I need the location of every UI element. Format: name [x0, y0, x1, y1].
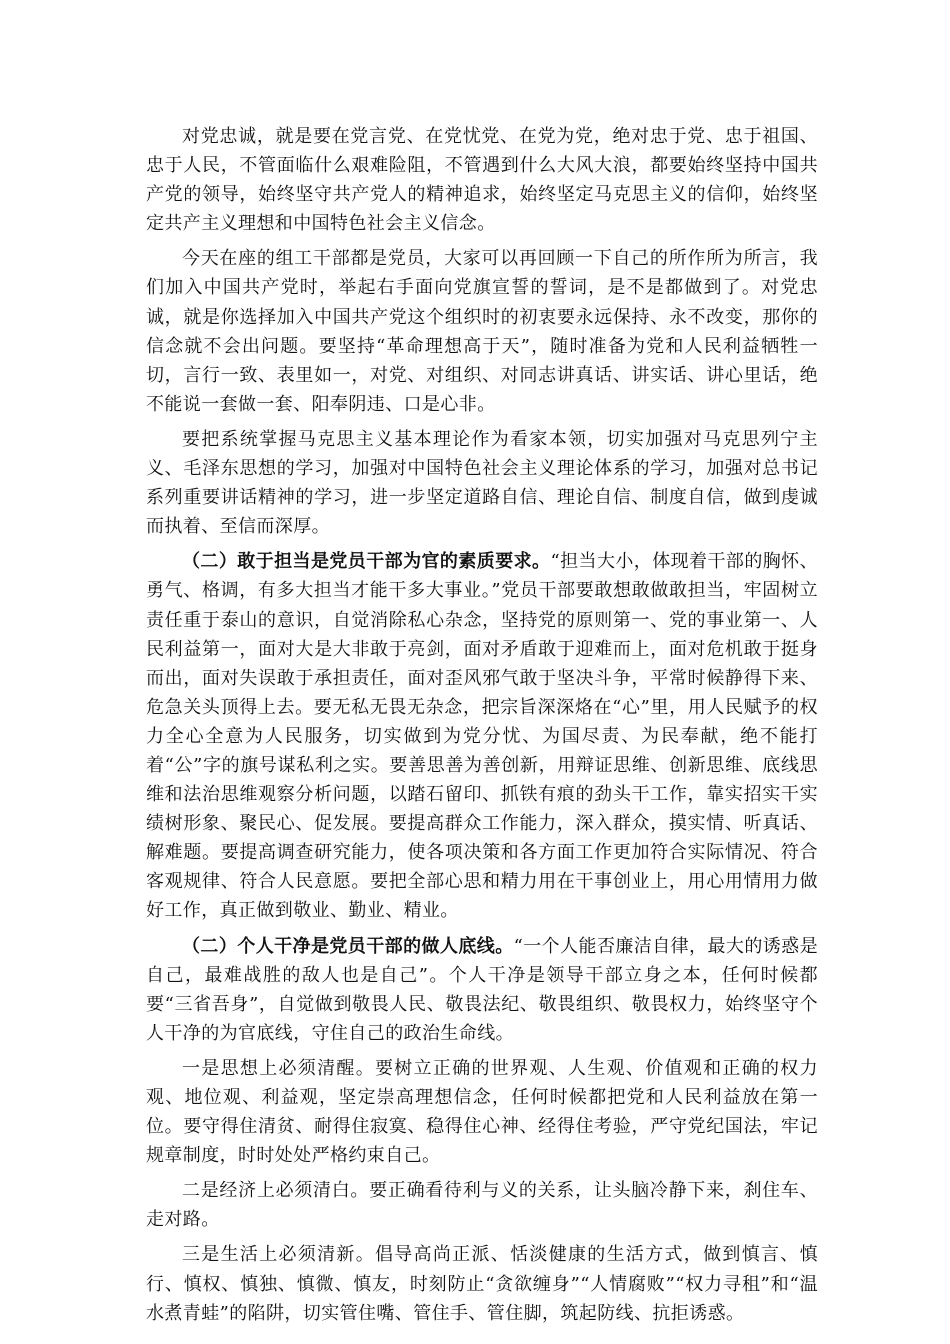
section-heading-paragraph-personal-integrity: [146, 932, 818, 1048]
paragraph-4-text: “担当大小，体现着干部的胸怀、勇气、格调，有多大担当才能干多大事业。”党员干部要敢想敢做敢担当，牢固树立责任重于泰山的意识，自觉消除私心杂念，坚持党的原则第一、党的事业第一、人民利益第一，面对大是大非敢于亮剑，面对矛盾敢于迎难而上，面对危机敢于挺身而出，面对失误敢于承担责任，面对歪风邪气敢于坚决斗争，平常时候静得下来、危急关头顶得上去。要无私无畏无杂念，把宗旨深深烙在“心”里，用人民赋予的权力全心全意为人民服务，切实做到为党分忧、为国尽责、为民奉献，绝不能打着“公”字的旗号谋私利之实。要善思善为善创新，用辩证思维、创新思维、底线思维和法治思维观察分析问题，以踏石留印、抓铁有痕的劲头干工作，靠实招实干实绩树形象、聚民心、促发展。要提高群众工作能力，深入群众，摸实情、听真话、解难题。要提高调查研究能力，使各项决策和各方面工作更加符合实际情况、符合客观规律、符合人民意愿。要把全部心思和精力用在干事创业上，用心用情用力做好工作，真正做到敬业、勤业、精业。: [146, 551, 818, 922]
paragraph-5-text: “一个人能否廉洁自律，最大的诱惑是自己，最难战胜的敌人也是自己”。个人干净是领导干部立身之本，任何时候都要“三省吾身”，自觉做到敬畏人民、敬畏法纪、敬畏组织、敬畏权力，始终坚守个人干净的为官底线，守住自己的政治生命线。: [146, 935, 818, 1044]
paragraph-7: [146, 1176, 818, 1234]
paragraph-7-text: 二是经济上必须清白。要正确看待利与义的关系，让头脑冷静下来，刹住车、走对路。: [146, 1180, 818, 1231]
paragraph-3-text: 要把系统掌握马克思主义基本理论作为看家本领，切实加强对马克思列宁主义、毛泽东思想的学习，加强对中国特色社会主义理论体系的学习，加强对总书记系列重要讲话精神的学习，进一步坚定道路自信、理论自信、制度自信，做到虔诚而执着、至信而深厚。: [146, 428, 818, 538]
paragraph-8-text: 三是生活上必须清新。倡导高尚正派、恬淡健康的生活方式，做到慎言、慎行、慎权、慎独、慎微、慎友，时刻防止“贪欲缠身”“人情腐败”“权力寻租”和“温水煮青蛙”的陷阱，切实管住嘴、管住手、管住脚，筑起防线、抗拒诱惑。: [146, 1244, 818, 1324]
paragraph-3: [146, 425, 818, 541]
paragraph-1: [146, 122, 818, 238]
paragraph-6-text: 一是思想上必须清醒。要树立正确的世界观、人生观、价值观和正确的权力观、地位观、利益观，坚定崇高理想信念，任何时候都把党和人民利益放在第一位。要守得住清贫、耐得住寂寞、稳得住心神、经得住考验，严守党纪国法，牢记规章制度，时时处处严格约束自己。: [146, 1057, 818, 1167]
document-body: [146, 122, 818, 1334]
paragraph-6: [146, 1054, 818, 1170]
paragraph-8: [146, 1240, 818, 1327]
paragraph-2-text: 今天在座的组工干部都是党员，大家可以再回顾一下自己的所作所为所言，我们加入中国共产党时，举起右手面向党旗宣誓的誓词，是不是都做到了。对党忠诚，就是你选择加入中国共产党这个组织时的初衷要永远保持、永不改变，那你的信念就不会出问题。要坚持“革命理想高于天”，随时准备为党和人民利益牺牲一切，言行一致、表里如一，对党、对组织、对同志讲真话、讲实话、讲心里话，绝不能说一套做一套、阳奉阴违、口是心非。: [146, 248, 818, 415]
section-heading-personal-integrity: （二）个人干净是党员干部的做人底线。: [182, 935, 514, 957]
section-heading-dare-to-take-responsibility: （二）敢于担当是党员干部为官的素质要求。: [182, 551, 551, 573]
section-heading-paragraph-dare-to-take-responsibility: [146, 547, 818, 925]
paragraph-2: [146, 244, 818, 419]
paragraph-1-text: 对党忠诚，就是要在党言党、在党忧党、在党为党，绝对忠于党、忠于祖国、忠于人民，不管面临什么艰难险阻，不管遇到什么大风大浪，都要始终坚持中国共产党的领导，始终坚守共产党人的精神追求，始终坚定马克思主义的信仰，始终坚定共产主义理想和中国特色社会主义信念。: [146, 126, 818, 235]
